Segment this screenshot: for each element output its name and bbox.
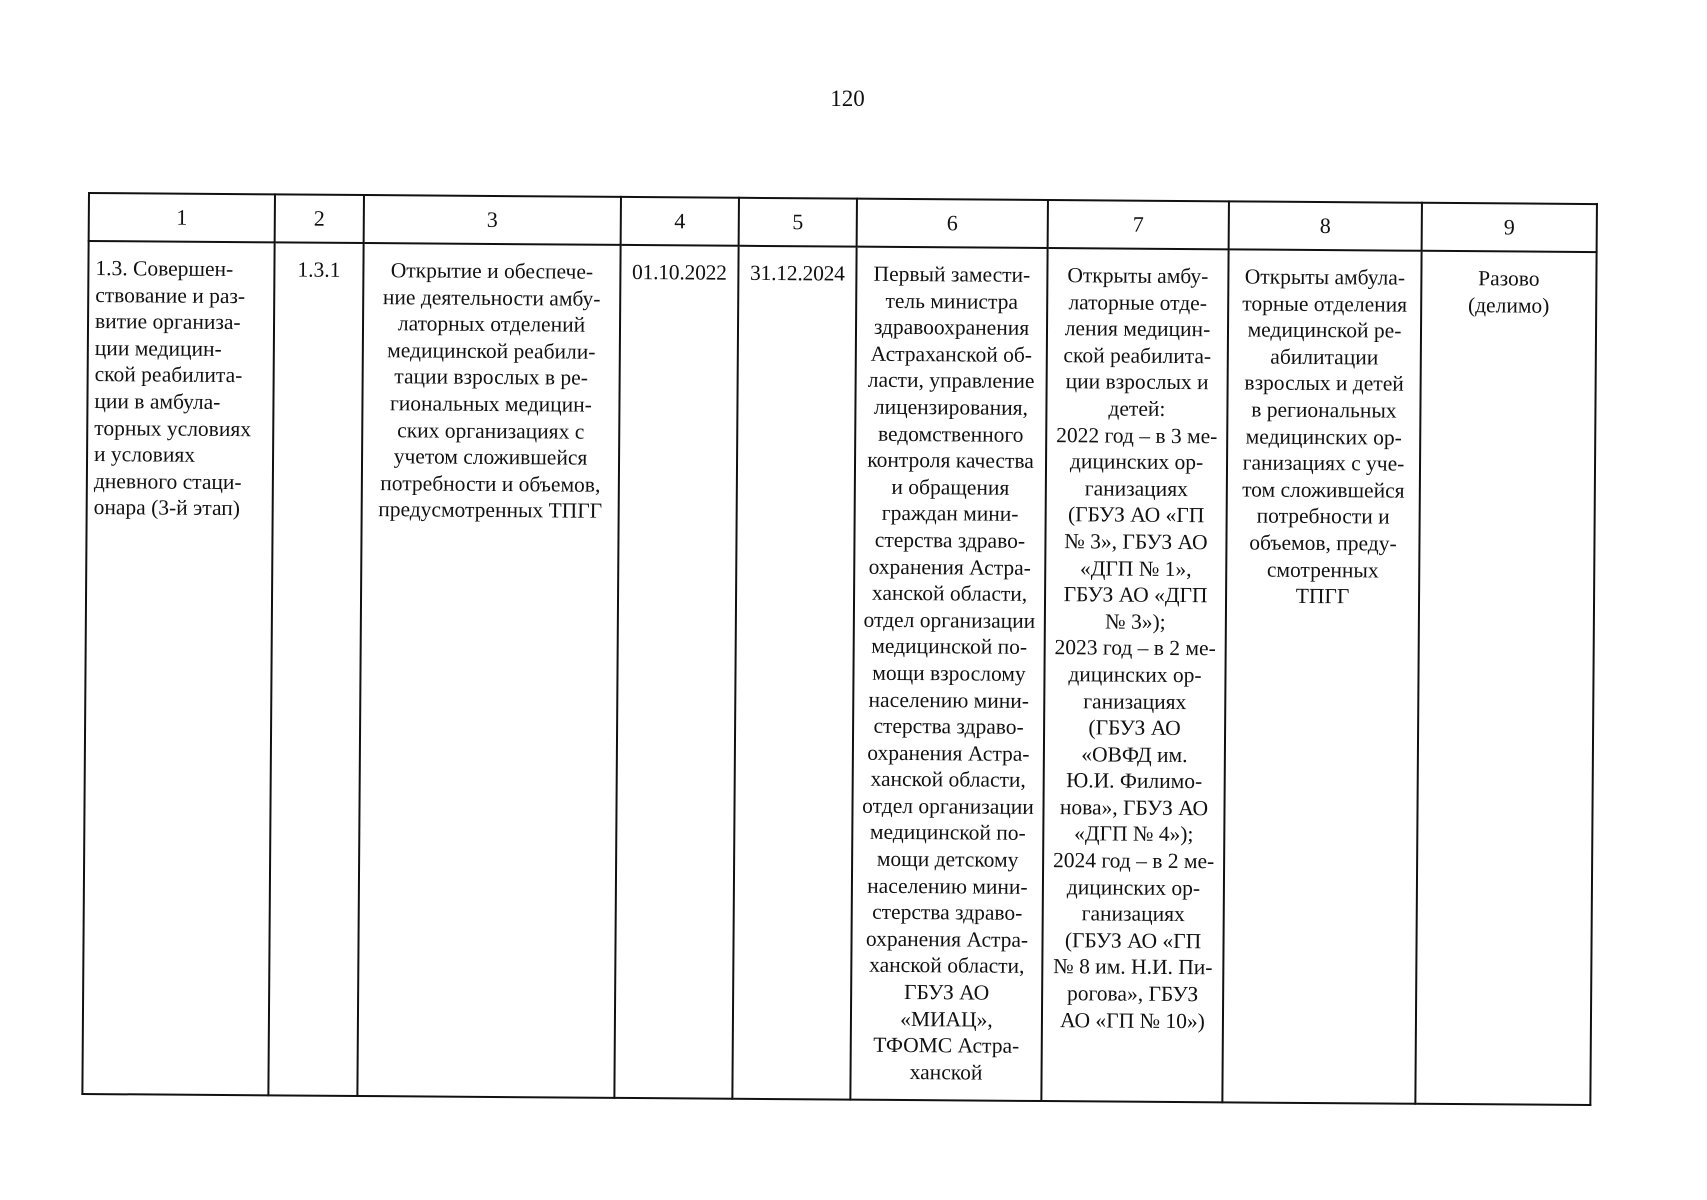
header-col-9: 9: [1422, 203, 1597, 252]
cell-line: медицинской по-: [869, 820, 1026, 846]
cell-responsible: [850, 247, 1047, 1101]
cell-line: дицинских ор-: [1066, 874, 1201, 900]
header-col-4: 4: [621, 197, 739, 246]
header-col-3: 3: [364, 195, 621, 245]
cell-line: ской реабилита-: [94, 362, 243, 388]
cell-line: «ДГП № 1»,: [1079, 555, 1192, 581]
cell-line: 31.12.2024: [749, 260, 845, 286]
cell-line: ханской области,: [870, 767, 1026, 793]
cell-line: мощи взрослому: [872, 660, 1026, 686]
cell-line: латорных отделений: [397, 311, 586, 337]
cell-line: взрослых и детей: [1244, 370, 1404, 397]
cell-line: латорные отде-: [1068, 289, 1208, 315]
cell-line: стерства здраво-: [874, 527, 1026, 553]
cell-end-date: [732, 246, 856, 1100]
cell-line: нова», ГБУЗ АО: [1059, 795, 1209, 821]
cell-line: (ГБУЗ АО «ГП: [1064, 928, 1202, 954]
cell-line: № 8 им. Н.И. Пи-: [1053, 954, 1213, 980]
cell-line: ласти, управление: [867, 368, 1035, 394]
cell-line: «МИАЦ»,: [900, 1006, 993, 1032]
cell-line: АО «ГП № 10»): [1059, 1007, 1205, 1033]
header-col-5: 5: [739, 198, 857, 247]
cell-line: в региональных: [1251, 397, 1397, 423]
cell-line: ГБУЗ АО «ДГП: [1063, 582, 1208, 608]
cell-line: и условиях: [93, 442, 196, 467]
cell-line: «ОВФД им.: [1081, 741, 1188, 767]
header-col-7: 7: [1048, 200, 1229, 249]
cell-task-name: [82, 241, 274, 1095]
cell-line: медицинской реабили-: [387, 337, 596, 364]
cell-line: медицинской ре-: [1247, 317, 1402, 343]
cell-line: ления медицин-: [1064, 316, 1211, 342]
cell-line: ганизациях: [1081, 901, 1185, 927]
header-col-1: 1: [89, 193, 275, 242]
cell-line: предусмотренных ТПГГ: [378, 497, 603, 524]
cell-indicator: [1222, 249, 1421, 1103]
cell-line: объемов, преду-: [1249, 530, 1397, 556]
cell-line: охранения Астра-: [868, 554, 1031, 580]
cell-line: и обращения: [891, 474, 1010, 500]
cell-line: Разово: [1478, 266, 1540, 291]
page-number: 120: [830, 86, 865, 111]
measures-table-sheet: [81, 192, 1596, 1106]
cell-line: 2024 год – в 2 ме-: [1052, 848, 1215, 874]
cell-start-date: [614, 245, 738, 1099]
cell-line: 1.3. Совершен-: [95, 256, 234, 282]
cell-line: ганизациях: [1084, 476, 1188, 501]
cell-line: здравоохранения: [873, 314, 1030, 341]
cell-line: охранения Астра-: [865, 926, 1029, 952]
cell-line: № 3», ГБУЗ АО: [1064, 529, 1208, 555]
cell-line: медицинских ор-: [1245, 424, 1402, 450]
cell-line: ТФОМС Астра-: [873, 1032, 1020, 1059]
cell-line: населению мини-: [868, 687, 1030, 713]
cell-line: ведомственного: [877, 421, 1024, 447]
cell-line: ции взрослых и: [1065, 369, 1209, 395]
table-row: [82, 241, 1596, 1105]
cell-line: граждан мини-: [881, 501, 1019, 527]
cell-line: Астраханской об-: [870, 341, 1033, 367]
cell-line: учетом сложившейся: [393, 444, 588, 470]
cell-line: Открыты амбула-: [1244, 264, 1406, 290]
measures-table: [81, 192, 1598, 1106]
cell-line: ТПГГ: [1295, 583, 1350, 609]
cell-line: Первый замести-: [873, 261, 1031, 287]
cell-line: ствование и раз-: [95, 282, 246, 308]
cell-line: ние деятельности амбу-: [382, 284, 601, 311]
cell-line: ции медицин-: [94, 335, 222, 361]
cell-line: гиональных медицин-: [389, 391, 592, 417]
cell-line: потребности и: [1256, 503, 1390, 529]
cell-result: [1041, 248, 1228, 1102]
cell-measure-name: [357, 243, 620, 1098]
cell-line: детей:: [1108, 396, 1166, 421]
cell-line: ханской области,: [869, 953, 1025, 979]
cell-line: дицинских ор-: [1069, 449, 1204, 475]
cell-line: лицензирования,: [873, 394, 1029, 420]
cell-line: охранения Астра-: [867, 740, 1030, 766]
cell-item-number: [268, 242, 363, 1096]
cell-line: (ГБУЗ АО «ГП: [1067, 502, 1205, 528]
cell-line: 2022 год – в 3 ме-: [1056, 422, 1218, 448]
cell-line: стерства здраво-: [873, 713, 1024, 739]
cell-line: (делимо): [1467, 292, 1550, 318]
cell-line: ханской: [909, 1059, 983, 1085]
cell-line: рогова», ГБУЗ: [1066, 981, 1199, 1007]
cell-line: онара (3-й этап): [93, 495, 241, 521]
cell-line: тель министра: [885, 288, 1019, 314]
cell-line: смотренных: [1266, 557, 1379, 583]
cell-line: торные отделения: [1242, 291, 1408, 317]
cell-line: 1.3.1: [297, 257, 341, 282]
cell-line: торных условиях: [94, 415, 252, 441]
cell-line: ГБУЗ АО: [904, 980, 990, 1005]
cell-line: ции в амбула-: [94, 389, 221, 414]
cell-line: том сложившейся: [1242, 477, 1405, 503]
cell-line: стерства здраво-: [872, 900, 1023, 926]
cell-line: Открыты амбу-: [1067, 263, 1209, 289]
cell-line: ских организациях с: [397, 417, 585, 444]
cell-line: отдел организации: [862, 793, 1034, 819]
cell-line: ганизациях с уче-: [1242, 450, 1405, 476]
cell-line: абилитации: [1270, 344, 1379, 370]
cell-line: контроля качества: [867, 447, 1034, 474]
header-col-6: 6: [857, 199, 1048, 248]
cell-line: мощи детскому: [876, 846, 1019, 872]
cell-line: (ГБУЗ АО: [1088, 715, 1181, 741]
cell-line: медицинской по-: [871, 634, 1028, 660]
cell-line: ханской области,: [871, 580, 1028, 607]
cell-line: 2023 год – в 2 ме-: [1054, 635, 1216, 661]
cell-line: № 3»);: [1105, 609, 1166, 634]
header-col-2: 2: [275, 194, 364, 243]
cell-line: дневного стаци-: [93, 468, 242, 494]
cell-line: «ДГП № 4»);: [1074, 821, 1194, 847]
cell-line: отдел организации: [863, 607, 1036, 633]
cell-line: Открытие и обеспече-: [390, 258, 594, 284]
cell-line: 01.10.2022: [631, 259, 727, 285]
cell-line: Ю.И. Филимо-: [1066, 768, 1203, 794]
cell-line: дицинских ор-: [1068, 662, 1202, 688]
cell-line: ской реабилита-: [1063, 342, 1212, 369]
cell-line: потребности и объемов,: [380, 470, 601, 497]
cell-line: витие организа-: [94, 309, 241, 335]
cell-line: ганизациях: [1083, 688, 1187, 714]
cell-line: населению мини-: [867, 873, 1028, 899]
cell-line: тации взрослых в ре-: [394, 364, 589, 391]
header-col-8: 8: [1229, 201, 1422, 250]
cell-frequency: [1415, 251, 1596, 1105]
